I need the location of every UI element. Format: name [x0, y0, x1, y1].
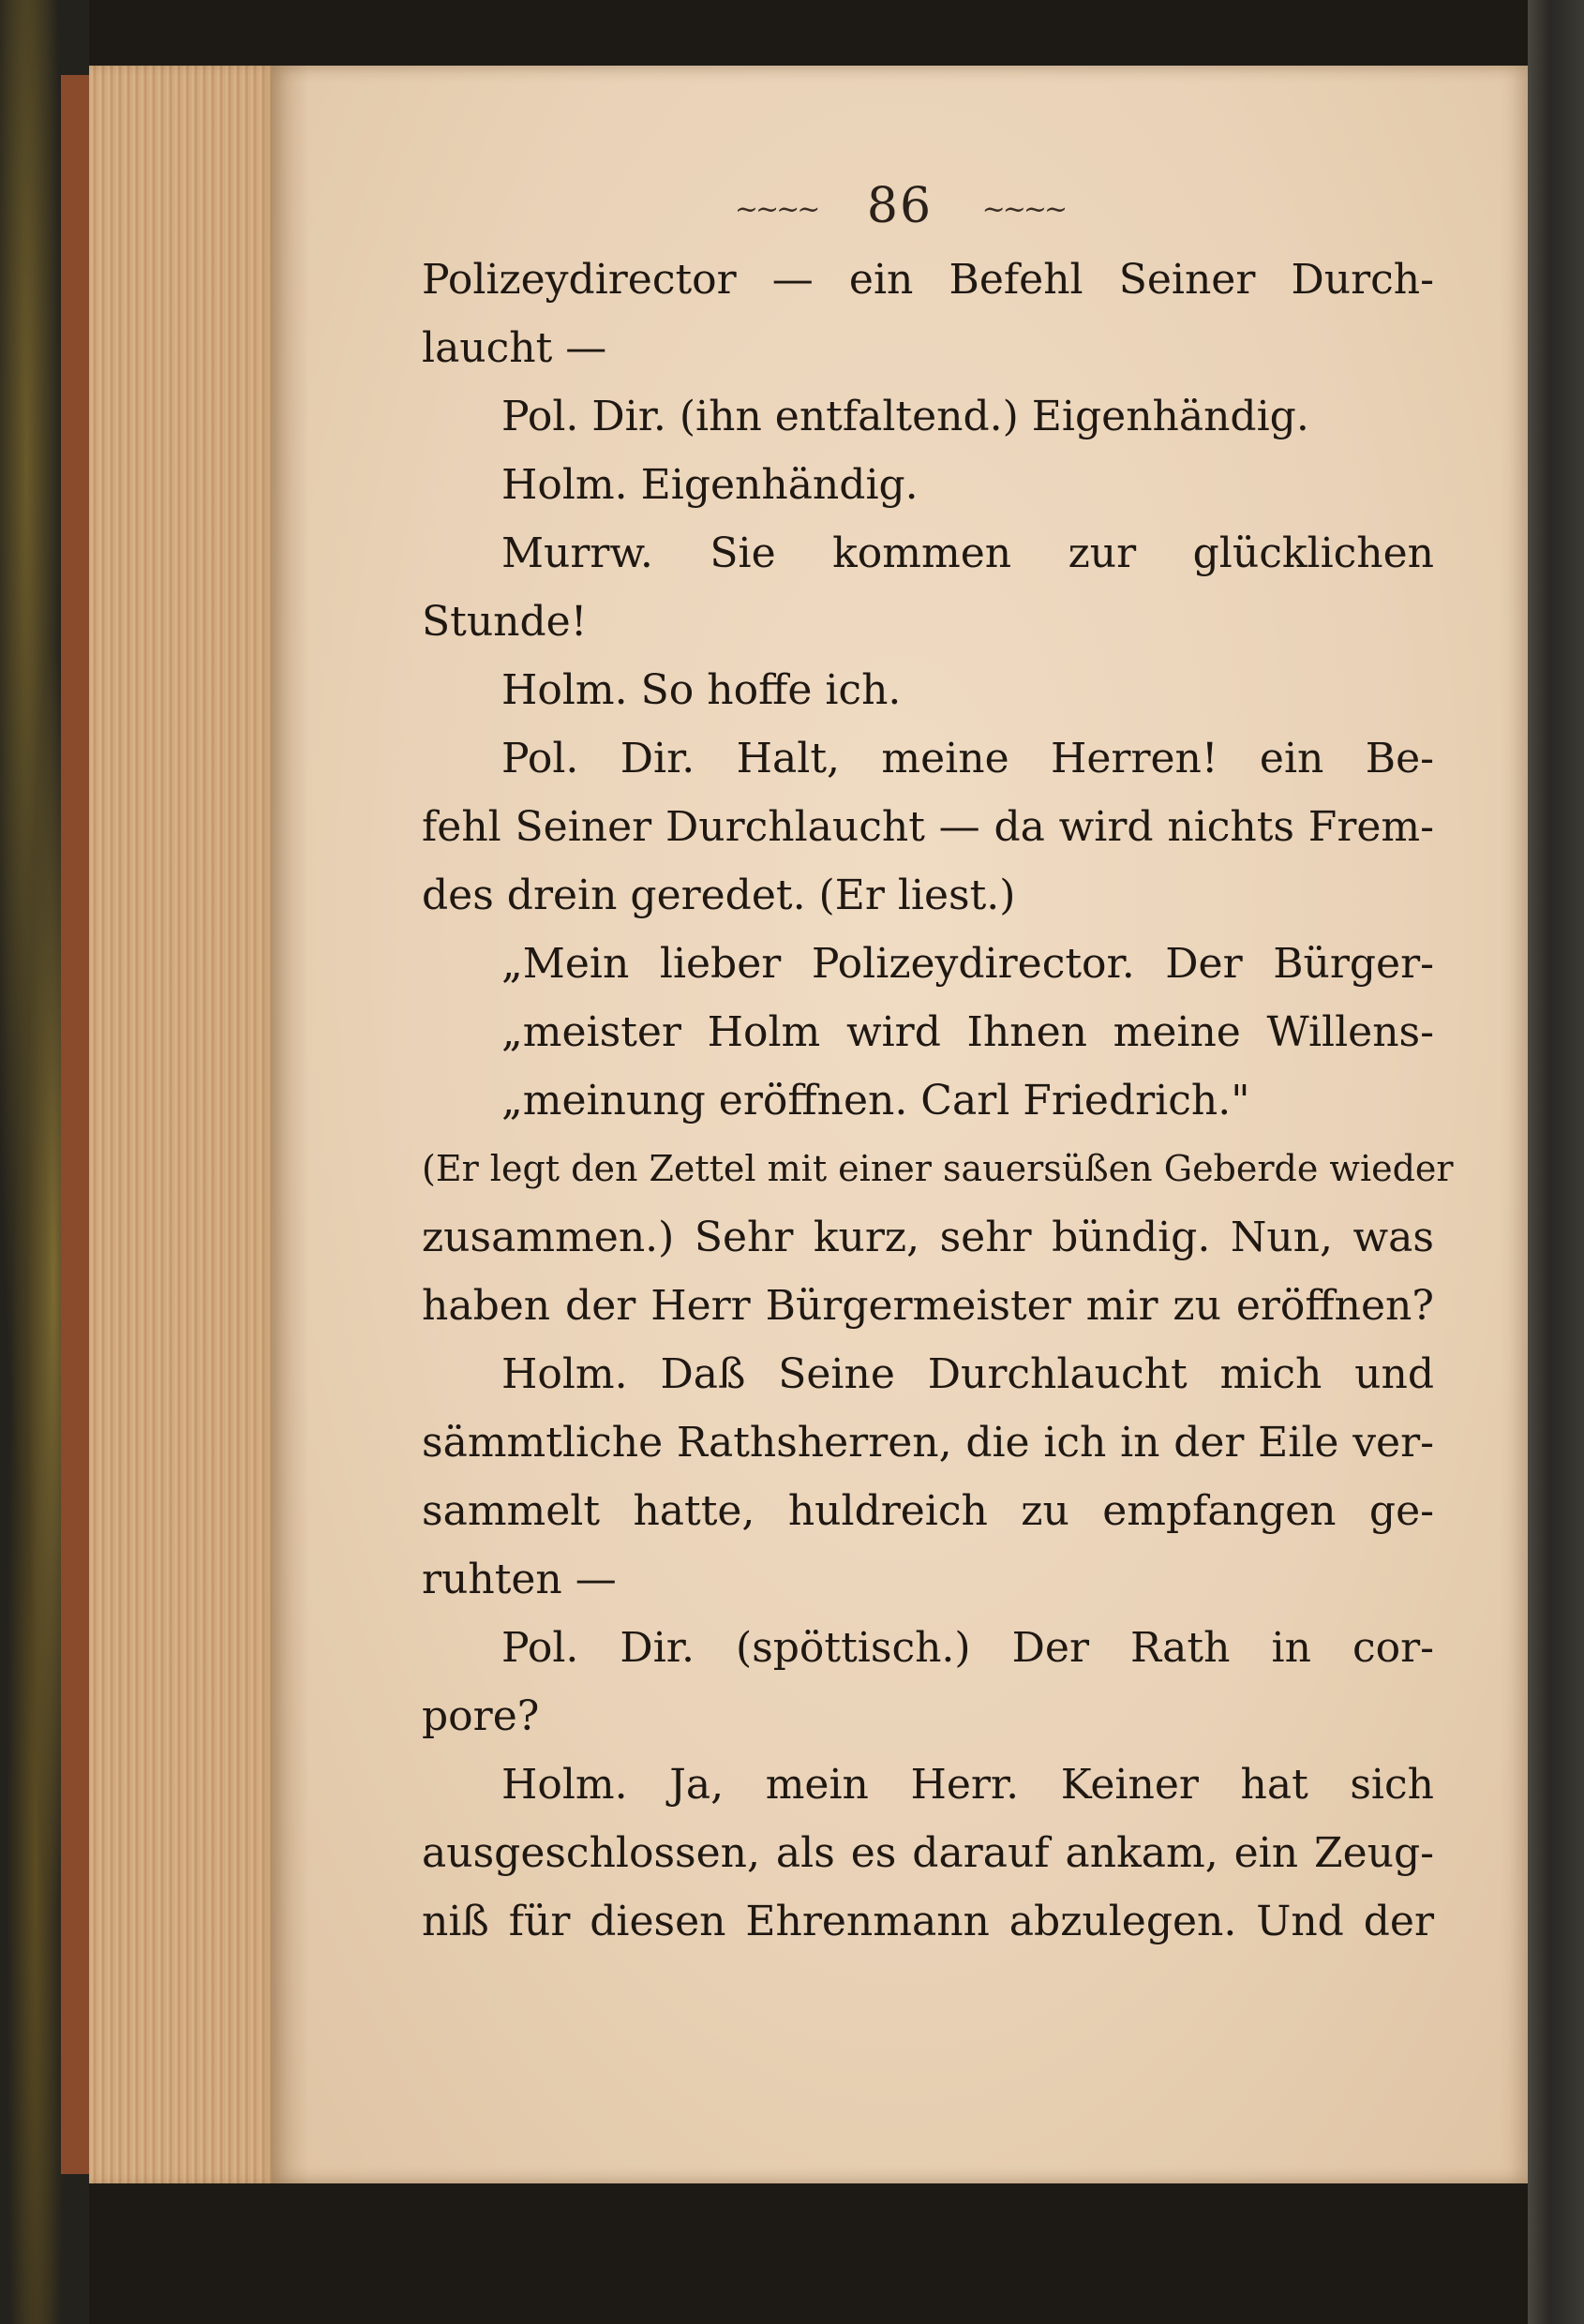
page-header [272, 178, 1528, 234]
body-text [422, 246, 1454, 1956]
page-block-edges [89, 66, 276, 2183]
text-line: Holm. Eigenhändig. [501, 461, 919, 509]
text-line: haben der Herr Bürgermeister mir zu eröffnen? [422, 1282, 1434, 1330]
text-line: Holm. So hoffe ich. [501, 666, 902, 714]
text-line: niß für diesen Ehrenmann abzulegen. Und der [422, 1898, 1434, 1945]
text-line: ruhten — [422, 1556, 617, 1603]
page-number: 86 [866, 178, 934, 234]
text-line: Pol. Dir. (ihn entfaltend.) Eigenhändig. [501, 393, 1309, 440]
text-line: „meinung eröffnen. Carl Friedrich." [501, 1077, 1250, 1125]
text-line: Holm. Daß Seine Durchlaucht mich und [501, 1350, 1434, 1398]
text-line: Stunde! [422, 598, 588, 646]
text-line: „Mein lieber Polizeydirector. Der Bürger- [501, 940, 1434, 988]
text-line: Holm. Ja, mein Herr. Keiner hat sich [501, 1761, 1434, 1809]
text-line: „meister Holm wird Ihnen meine Willens- [501, 1008, 1434, 1056]
text-line: Pol. Dir. (spöttisch.) Der Rath in cor- [501, 1624, 1434, 1672]
header-ornament-right: ~~~~ [981, 193, 1066, 226]
text-line: sammelt hatte, huldreich zu empfangen ge- [422, 1487, 1434, 1535]
text-line: Murrw. Sie kommen zur glücklichen [501, 529, 1434, 577]
text-line: ausgeschlossen, als es darauf ankam, ein Zeug- [422, 1829, 1434, 1877]
text-line: pore? [422, 1692, 540, 1740]
text-line: (Er legt den Zettel mit einer sauersüßen Geberde wieder [422, 1148, 1454, 1189]
text-line: laucht — [422, 324, 607, 372]
text-line: sämmtliche Rathsherren, die ich in der Eile ver- [422, 1419, 1434, 1467]
header-ornament-left: ~~~~ [734, 193, 818, 226]
gutter-shadow [272, 66, 309, 2183]
text-line: Pol. Dir. Halt, meine Herren! ein Be- [501, 735, 1434, 782]
book-cover-right [1528, 0, 1584, 2324]
text-line: Polizeydirector — ein Befehl Seiner Durch- [422, 256, 1434, 304]
text-line: des drein geredet. (Er liest.) [422, 872, 1016, 919]
text-line: zusammen.) Sehr kurz, sehr bündig. Nun, was [422, 1214, 1434, 1261]
text-line: fehl Seiner Durchlaucht — da wird nichts Frem- [422, 803, 1434, 851]
